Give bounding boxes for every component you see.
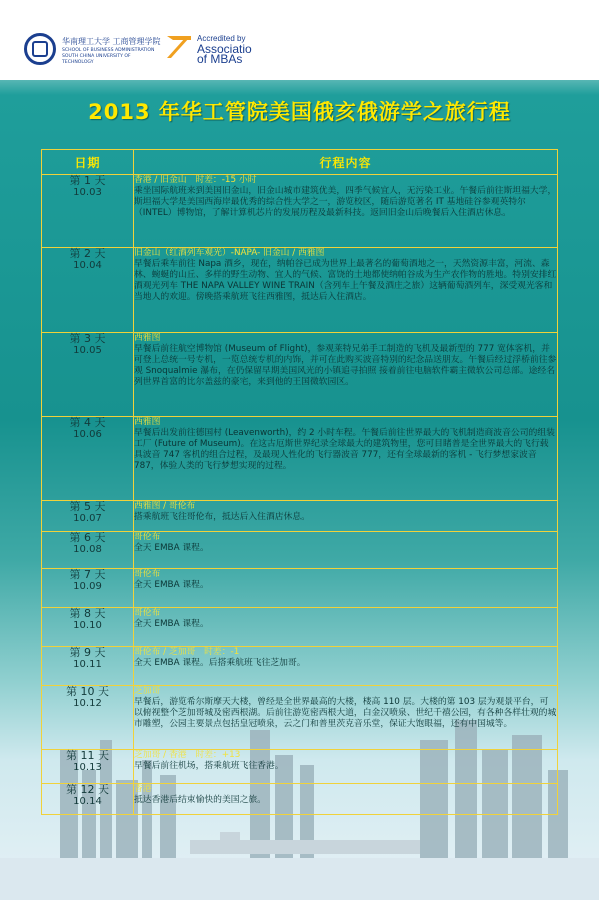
- day-cell: 第 3 天 10.05: [42, 333, 134, 417]
- content-cell: 哥伦布 全天 EMBA 课程。: [134, 569, 558, 608]
- content-cell: 哥伦布 全天 EMBA 课程。: [134, 532, 558, 569]
- content-cell: 西雅图 早餐后前往航空博物馆 (Museum of Flight)，参观莱特兄弟手工制造的飞机及最新型的 777 宽体客机，并可登上总统一号专机，一览总统专机的内饰，并可在此购买波音特别的纪念品送朋友。午餐后经过浮桥前往参观 Snoqualmie 瀑布，在仍保留早期美国风光的小镇追寻拍照 接着前往电脑软件霸主微软公司总部。途经名列世界首富的比尔盖兹的豪宅，来到他的王国微软园区。: [134, 333, 558, 417]
- day-cell: 第 5 天 10.07: [42, 501, 134, 532]
- itinerary-table: [41, 149, 558, 815]
- school-name-en: SCHOOL OF BUSINESS ADMINISTRATION SOUTH CHINA UNIVERSITY OF TECHNOLOGY: [62, 48, 155, 65]
- content-cell: 香港 / 旧金山 时差：-15 小时 乘坐国际航班来到美国旧金山，旧金山城市建筑优美，四季气候宜人，无污染工业。午餐后前往斯坦福大学，斯坦福大学是美国西海岸最优秀的综合性大学之一，游览校区，随后游览著名 IT 基地硅谷参观英特尔（INTEL）博物馆，了解计算机芯片的发展历程及最新科技。返回旧金山后晚餐后入住酒店休息。: [134, 175, 558, 248]
- table-row: [42, 750, 558, 784]
- content-cell: 哥伦布 / 芝加哥 时差：-1 全天 EMBA 课程。后搭乘航班飞往芝加哥。: [134, 647, 558, 686]
- table-row: [42, 175, 558, 248]
- table-row: [42, 784, 558, 815]
- content-cell: 西雅图 / 哥伦布 搭乘航班飞往哥伦布，抵达后入住酒店休息。: [134, 501, 558, 532]
- day-cell: 第 10 天 10.12: [42, 686, 134, 750]
- page-title: 2013 年华工管院美国俄亥俄游学之旅行程: [88, 100, 511, 124]
- amba-logo-icon: [165, 34, 193, 60]
- header-banner: [0, 0, 599, 80]
- day-cell: 第 8 天 10.10: [42, 608, 134, 647]
- table-row: [42, 608, 558, 647]
- day-cell: 第 1 天 10.03: [42, 175, 134, 248]
- content-cell: 香港 抵达香港后结束愉快的美国之旅。: [134, 784, 558, 815]
- table-row: [42, 532, 558, 569]
- table-row: [42, 569, 558, 608]
- table-row: [42, 333, 558, 417]
- school-name-cn: 华南理工大学 工商管理学院: [62, 37, 161, 46]
- column-header-content: 行程内容: [134, 150, 558, 175]
- content-cell: 芝加哥 / 香港 时差：+13 早餐后前往机场，搭乘航班飞往香港。: [134, 750, 558, 784]
- content-cell: 旧金山（红酒列车观光）-NAPA- 旧金山 / 西雅图 早餐后乘车前往 Napa 酒乡，现在，纳帕谷已成为世界上最著名的葡萄酒地之一，天然资源丰富，河流、森林、蜿蜒的山丘、多样的野生动物、宜人的气候、富饶的土地都使纳帕谷成为生产农作物的胜地。特别安排红酒观光列车 THE NAPA VALLEY WINE TRAIN（含列车上午餐及酒庄之旅）这辆葡萄酒列车，深受观光客和当地人的欢迎。傍晚搭乘航班飞往西雅图，抵达后入住酒店。: [134, 248, 558, 333]
- content-cell: 西雅图 早餐后出发前往德国村 (Leavenworth)，约 2 小时车程。午餐后前往世界最大的飞机制造商波音公司的组装工厂 (Future of Museum)。在这古厄斯世界纪录全球最大的建筑物里，您可目睹普是全世界最大的飞行载具波音 747 客机的组合过程，及最现人性化的飞行器波音 777，还有全球最新的客机 - 飞行梦想家波音 787，体验人类的飞行梦想实现的过程。: [134, 417, 558, 501]
- table-row: [42, 417, 558, 501]
- table-row: [42, 248, 558, 333]
- scut-logo-icon: [24, 33, 56, 65]
- day-cell: 第 12 天 10.14: [42, 784, 134, 815]
- day-cell: 第 6 天 10.08: [42, 532, 134, 569]
- table-row: [42, 686, 558, 750]
- content-cell: 哥伦布 全天 EMBA 课程。: [134, 608, 558, 647]
- table-row: [42, 501, 558, 532]
- day-cell: 第 4 天 10.06: [42, 417, 134, 501]
- column-header-date: 日期: [42, 150, 134, 175]
- day-cell: 第 2 天 10.04: [42, 248, 134, 333]
- day-cell: 第 7 天 10.09: [42, 569, 134, 608]
- content-cell: 芝加哥 早餐后，游览希尔斯摩天大楼，曾经是全世界最高的大楼，楼高 110 层。大楼的第 103 层为观景平台，可以俯视整个芝加哥城及密西根湖。后前往游览密西根大道，白金汉喷泉、世纪千禧公园，有各种各样壮观的城市雕塑，公园主要景点包括皇冠喷泉，云之门和普里茨克音乐堂，保证大饱眼福，还有中国城等。: [134, 686, 558, 750]
- day-cell: 第 11 天 10.13: [42, 750, 134, 784]
- day-cell: 第 9 天 10.11: [42, 647, 134, 686]
- table-row: [42, 647, 558, 686]
- amba-accreditation: Accredited by Associatio of MBAs: [197, 34, 252, 66]
- table-header-row: [42, 150, 558, 175]
